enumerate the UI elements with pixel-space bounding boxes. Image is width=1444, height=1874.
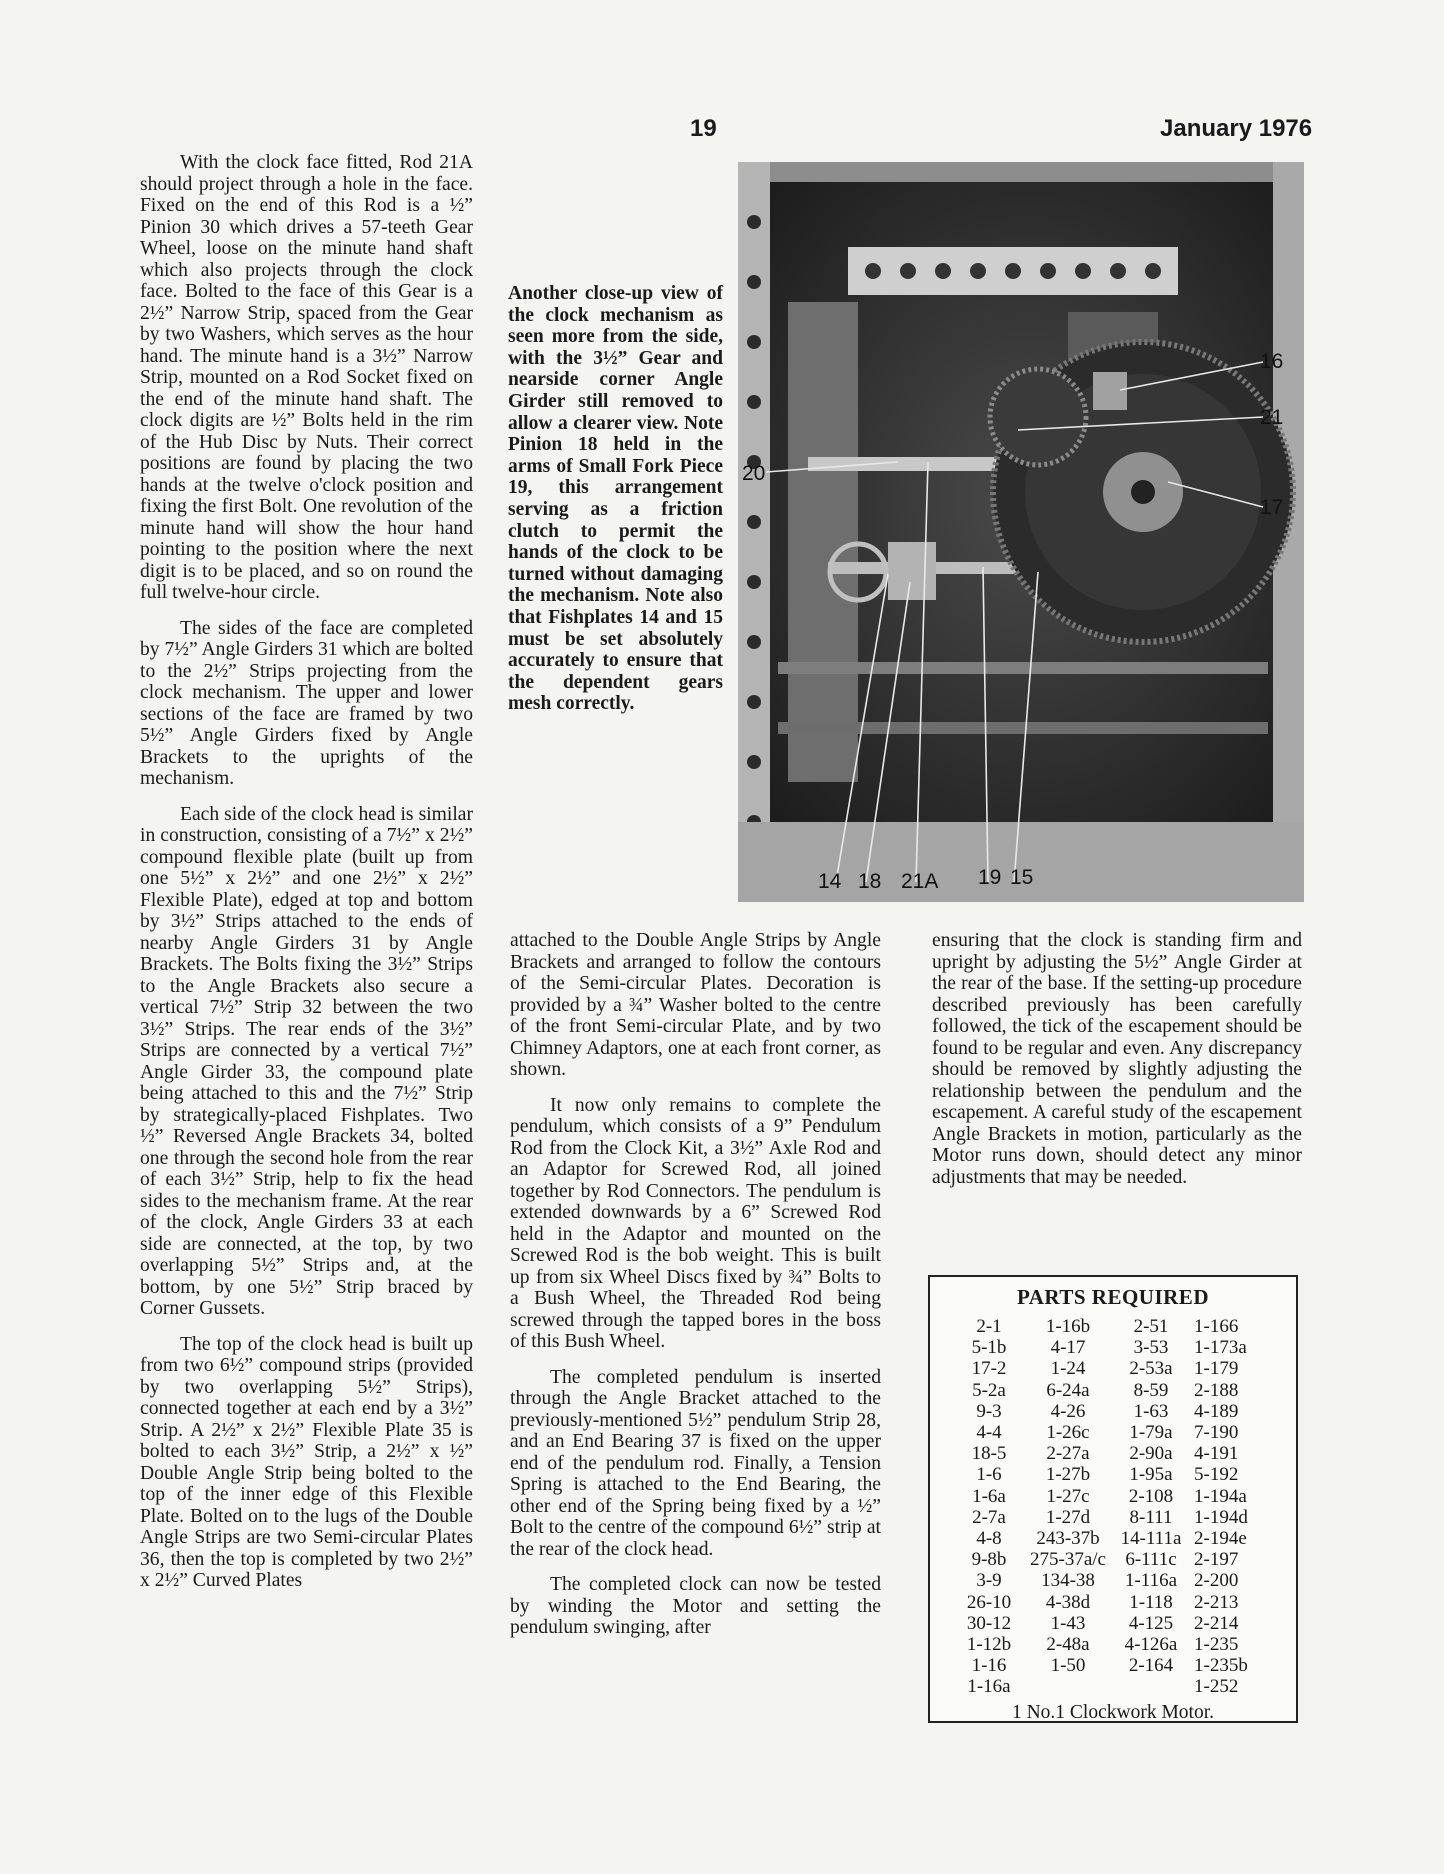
parts-cell: 1-116a [1124, 1570, 1178, 1592]
parts-row [954, 1613, 1270, 1634]
parts-cell: 8-59 [1133, 1379, 1169, 1401]
parts-cell: 1-95a [1129, 1464, 1173, 1486]
parts-row [954, 1358, 1270, 1379]
parts-title: PARTS REQUIRED [1017, 1285, 1209, 1309]
paragraph: The completed clock can now be tested by winding the Motor and setting the pendulum swinging, after [510, 1574, 881, 1638]
parts-cell: 1-6 [976, 1464, 1002, 1486]
photo-label-21a: 21A [901, 870, 939, 893]
photo-label-14: 14 [818, 870, 842, 893]
parts-cell: 6-24a [1046, 1379, 1090, 1401]
parts-cell: 1-6a [972, 1485, 1006, 1507]
parts-cell: 1-27d [1045, 1506, 1091, 1528]
photo-label-16: 16 [1260, 350, 1284, 373]
column-1 [140, 152, 473, 1606]
photo-label-18: 18 [858, 870, 882, 893]
parts-cell: 1-194a [1194, 1485, 1247, 1507]
parts-cell: 243-37b [1036, 1528, 1100, 1550]
parts-cell: 4-38d [1045, 1591, 1091, 1613]
parts-row [954, 1655, 1270, 1676]
parts-cell: 1-235b [1194, 1655, 1248, 1677]
parts-cell: 4-17 [1050, 1337, 1086, 1359]
parts-cell: 3-53 [1133, 1337, 1169, 1359]
parts-cell: 1-43 [1050, 1612, 1086, 1634]
parts-cell: 134-38 [1041, 1570, 1095, 1592]
parts-cell: 1-179 [1194, 1358, 1239, 1380]
parts-footer: 1 No.1 Clockwork Motor. [1011, 1701, 1215, 1723]
photo-label-19: 19 [978, 866, 1002, 889]
parts-cell: 26-10 [966, 1591, 1012, 1613]
parts-cell: 9-8b [971, 1549, 1007, 1571]
parts-cell: 1-16b [1045, 1316, 1091, 1337]
paragraph: The top of the clock head is built up from two 6½” compound strips (provided by two overlapping 5½” Strips), connected together at each end by a 3½” Strip. A 2½” x 2½” Flexible Plate 35 is bolted to each 3½” Strip, a 2½” x ½” Double Angle Strip being bolted to the top of the inner edge of this Flexible Plate. Bolted on to the lugs of the Double Angle Strips are two Semi-circular Plates 36, then the top is completed by two 2½” x 2½” Curved Plates [140, 1333, 473, 1591]
parts-cell: 5-192 [1194, 1464, 1239, 1486]
photo-label-15: 15 [1010, 866, 1034, 889]
parts-cell: 1-50 [1050, 1655, 1086, 1677]
paragraph: It now only remains to complete the pendulum, which consists of a 9” Pendulum Rod from the Clock Kit, a 3½” Axle Rod and an Adaptor for Screwed Rod, all joined together by Rod Connectors. The pendulum is extended downwards by a 6” Screwed Rod held in the Adaptor and mounted on the Screwed Rod is the bob weight. This is built up from six Wheel Discs fixed by ¾” Bolts to a Bush Wheel, the Threaded Rod being screwed through the tapped bores in the boss of this Bush Wheel. [510, 1094, 881, 1352]
parts-cell: 1-27b [1045, 1464, 1091, 1486]
parts-cell: 30-12 [966, 1612, 1012, 1634]
parts-cell: 2-1 [976, 1316, 1002, 1337]
parts-cell: 1-118 [1129, 1591, 1173, 1613]
parts-row [954, 1592, 1270, 1613]
parts-cell: 4-8 [976, 1528, 1002, 1550]
parts-cell: 4-4 [976, 1422, 1002, 1444]
paragraph: attached to the Double Angle Strips by Angle Brackets and arranged to follow the contours of the Semi-circular Plates. Decoration is provided by a ¾” Washer bolted to the centre of the front Semi-circular Plate, and by two Chimney Adaptors, one at each front corner, as shown. [510, 930, 881, 1080]
parts-cell: 1-24 [1050, 1358, 1086, 1380]
parts-cell: 2-214 [1194, 1612, 1239, 1634]
parts-row [954, 1676, 1270, 1697]
paragraph: ensuring that the clock is standing firm and upright by adjusting the 5½” Angle Girder at the rear of the base. If the setting-up procedure described previously has been carefully followed, the tick of the escapement should be found to be regular and even. Any discrepancy should be removed by slightly adjusting the relationship between the pendulum and the escapement. A careful study of the escapement Angle Brackets in motion, particularly as the Motor runs down, should detect any minor adjustments that may be needed. [932, 930, 1302, 1188]
parts-cell: 14-111a [1120, 1528, 1182, 1550]
parts-cell: 2-53a [1129, 1358, 1173, 1380]
page-number: 19 [690, 115, 717, 142]
parts-cell: 2-51 [1133, 1316, 1169, 1337]
parts-cell: 2-108 [1128, 1485, 1174, 1507]
parts-cell: 2-213 [1194, 1591, 1239, 1613]
parts-required-box [928, 1275, 1298, 1723]
parts-cell: 4-26 [1050, 1400, 1086, 1422]
parts-cell: 1-16a [967, 1676, 1011, 1698]
parts-row [954, 1549, 1270, 1570]
parts-cell: 5-2a [972, 1379, 1006, 1401]
parts-row [954, 1422, 1270, 1443]
parts-cell: 1-27c [1046, 1485, 1090, 1507]
parts-cell: 2-200 [1194, 1570, 1239, 1592]
parts-table [954, 1316, 1270, 1698]
parts-cell: 1-194d [1194, 1506, 1248, 1528]
parts-row [954, 1464, 1270, 1485]
clock-mechanism-photo [738, 162, 1304, 902]
parts-row [954, 1507, 1270, 1528]
parts-cell: 4-189 [1194, 1400, 1239, 1422]
parts-cell: 3-9 [976, 1570, 1002, 1592]
photo-label-20: 20 [742, 462, 766, 485]
issue-date: January 1976 [1160, 115, 1313, 142]
parts-cell: 5-1b [971, 1337, 1007, 1359]
parts-cell: 1-235 [1194, 1634, 1239, 1656]
paragraph: With the clock face fitted, Rod 21A should project through a hole in the face. Fixed on the end of this Rod is a ½” Pinion 30 which drives a 57-teeth Gear Wheel, loose on the minute hand shaft which also projects through the clock face. Bolted to the face of this Gear is a 2½” Narrow Strip, spaced from the Gear by two Washers, which serves as the hour hand. The minute hand is a 3½” Narrow Strip, mounted on a Rod Socket fixed on the end of the minute hand shaft. The clock digits are ½” Bolts held in the rim of the Hub Disc by Nuts. Their correct positions are found by placing the two hands at the twelve o'clock position and fixing the first Bolt. One revolution of the minute hand will show the hour hand pointing to the position where the next digit is to be placed, and so on round the full twelve-hour circle. [140, 152, 473, 603]
parts-cell: 1-16 [971, 1655, 1007, 1677]
parts-cell: 1-79a [1129, 1422, 1173, 1444]
parts-cell: 1-252 [1194, 1676, 1239, 1698]
parts-row [954, 1443, 1270, 1464]
parts-row [954, 1528, 1270, 1549]
parts-cell [1028, 1676, 1112, 1697]
photo-label-21: 21 [1260, 406, 1284, 429]
parts-row [954, 1401, 1270, 1422]
parts-cell: 9-3 [976, 1400, 1002, 1422]
parts-row [954, 1316, 1270, 1337]
parts-row [954, 1486, 1270, 1507]
parts-cell: 7-190 [1194, 1422, 1239, 1444]
parts-cell: 1-26c [1046, 1422, 1090, 1444]
parts-cell: 2-27a [1046, 1443, 1090, 1465]
photo-caption: Another close-up view of the clock mechanism as seen more from the side, with the 3½” Gear and nearside corner Angle Girder still removed to allow a clearer view. Note Pinion 18 held in the arms of Small Fork Piece 19, this arrangement serving as a friction clutch to permit the hands of the clock to be turned without damaging the mechanism. Note also that Fishplates 14 and 15 must be set absolutely accurately to ensure that the dependent gears mesh correctly. [508, 283, 723, 715]
parts-cell: 6-111c [1125, 1549, 1177, 1571]
parts-cell: 1-63 [1133, 1400, 1169, 1422]
column-2 [510, 930, 881, 1653]
paragraph: The sides of the face are completed by 7½” Angle Girders 31 which are bolted to the 2½” Strips projecting from the clock mechanism. The upper and lower sections of the face are framed by two 5½” Angle Girders fixed by Angle Brackets to the uprights of the mechanism. [140, 617, 474, 789]
parts-cell: 2-90a [1129, 1443, 1173, 1465]
parts-row [954, 1337, 1270, 1358]
parts-row [954, 1380, 1270, 1401]
paragraph: The completed pendulum is inserted through the Angle Bracket attached to the previously-mentioned 5½” pendulum Strip 28, and an End Bearing 37 is fixed on the upper end of the pendulum rod. Finally, a Tension Spring is attached to the End Bearing, the other end of the Spring being fixed by a ½” Bolt to the centre of the compound 6½” strip at the rear of the clock head. [510, 1366, 881, 1560]
column-3 [932, 930, 1302, 1202]
parts-cell: 4-191 [1194, 1443, 1239, 1465]
parts-cell: 2-197 [1194, 1549, 1239, 1571]
parts-cell: 18-5 [971, 1443, 1007, 1465]
parts-cell: 1-166 [1194, 1316, 1239, 1337]
parts-cell [1112, 1676, 1194, 1697]
parts-cell: 4-125 [1128, 1612, 1174, 1634]
paragraph: Each side of the clock head is similar in construction, consisting of a 7½” x 2½” compound flexible plate (built up from one 5½” x 2½” and one 2½” x 2½” Flexible Plate), edged at top and bottom by 3½” Strips attached to the ends of nearby Angle Girders 31 by Angle Brackets. The Bolts fixing the 3½” Strips to the Angle Brackets also secure a vertical 7½” Strip 32 between the two 3½” Strips. The rear ends of the 3½” Strips are connected by a vertical 7½” Angle Girder 33, the compound plate being attached to this and the 7½” Strip by strategically-placed Fishplates. Two ½” Reversed Angle Brackets 34, bolted one through the second hole from the rear of each 3½” Strip, help to fix the head sides to the mechanism frame. At the rear of the clock, Angle Girders 33 at each side are connected, at the top, by two overlapping 5½” Strips and, at the bottom, by one 5½” Strip braced by Corner Gussets. [140, 803, 473, 1319]
parts-cell: 2-7a [972, 1506, 1006, 1528]
parts-row [954, 1634, 1270, 1655]
parts-cell: 2-194e [1194, 1528, 1247, 1550]
parts-cell: 1-173a [1194, 1337, 1247, 1359]
parts-cell: 4-126a [1124, 1634, 1178, 1656]
parts-cell: 17-2 [971, 1358, 1007, 1380]
parts-cell: 275-37a/c [1030, 1549, 1106, 1571]
parts-cell: 1-12b [966, 1634, 1012, 1656]
parts-cell: 8-111 [1129, 1506, 1173, 1528]
parts-cell: 2-48a [1046, 1634, 1090, 1656]
parts-cell: 2-188 [1194, 1379, 1239, 1401]
photo-label-17: 17 [1260, 496, 1284, 519]
parts-row [954, 1570, 1270, 1591]
parts-cell: 2-164 [1128, 1655, 1174, 1677]
